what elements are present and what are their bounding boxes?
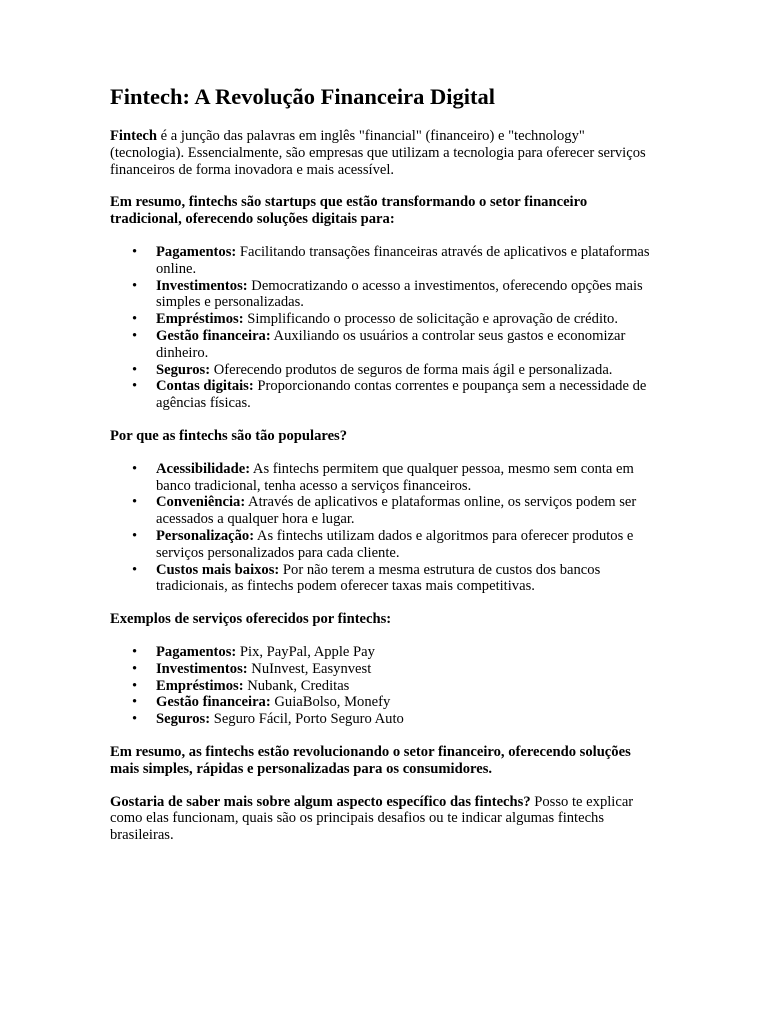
closing-paragraph: [110, 794, 662, 844]
list-item: [132, 694, 662, 711]
list-item: [132, 660, 662, 678]
bullet-icon: •: [132, 677, 138, 694]
bullet-icon: •: [132, 361, 138, 378]
examples-list: [110, 644, 662, 728]
reasons-list: [110, 461, 662, 595]
list-item-text: Nubank, Creditas: [243, 677, 350, 694]
list-item-label: Pagamentos:: [156, 643, 237, 660]
list-item-text: Por não terem a mesma estrutura de custos dos bancos tradicionais, as fintechs podem oferecer taxas mais competitivas.: [156, 561, 601, 595]
list-item-text: Democratizando o acesso a investimentos, oferecendo opções mais simples e personalizadas.: [156, 277, 643, 311]
list-item-text: NuInvest, Easynvest: [247, 660, 372, 677]
list-item-text: Seguro Fácil, Porto Seguro Auto: [210, 711, 404, 728]
list-item: [132, 378, 662, 412]
bullet-icon: •: [132, 527, 138, 544]
list-item-label: Custos mais baixos:: [156, 561, 280, 578]
document-page: [110, 84, 662, 860]
list-item: [132, 460, 662, 495]
list-item-label: Pagamentos:: [156, 243, 237, 260]
list-item-text: Auxiliando os usuários a controlar seus gastos e economizar dinheiro.: [156, 327, 626, 361]
intro-text: é a junção das palavras em inglês "financial" (financeiro) e "technology" (tecnologia). Essencialmente, são empresas que utilizam a tecnologia para oferecer serviços financeiros de forma inovadora e mais acessível.: [110, 128, 646, 178]
examples-heading: Exemplos de serviços oferecidos por fintechs:: [110, 611, 392, 628]
bullet-icon: •: [132, 561, 138, 578]
summary-heading: Em resumo, fintechs são startups que estão transformando o setor financeiro tradicional, oferecendo soluções digitais para:: [110, 194, 588, 228]
bullet-icon: •: [132, 660, 138, 677]
list-item-label: Gestão financeira:: [156, 327, 271, 344]
list-item-label: Acessibilidade:: [156, 460, 251, 477]
bullet-icon: •: [132, 243, 138, 260]
bullet-icon: •: [132, 711, 138, 728]
list-item-label: Seguros:: [156, 361, 211, 378]
list-item: [132, 277, 662, 312]
list-item-text: Através de aplicativos e plataformas online, os serviços podem ser acessados a qualquer hora e lugar.: [156, 494, 637, 528]
bullet-icon: •: [132, 643, 138, 660]
list-item: [132, 243, 662, 278]
list-item-text: Proporcionando contas correntes e poupança sem a necessidade de agências físicas.: [156, 378, 647, 412]
list-item: [132, 527, 662, 562]
list-item: [132, 361, 662, 379]
bullet-icon: •: [132, 311, 138, 328]
list-item: [132, 711, 662, 728]
conclusion-paragraph: Em resumo, as fintechs estão revolucionando o setor financeiro, oferecendo soluções mais simples, rápidas e personalizadas para os consumidores.: [110, 743, 631, 777]
intro-term: Fintech: [110, 128, 158, 144]
solutions-list: [110, 244, 662, 412]
popular-heading: Por que as fintechs são tão populares?: [110, 427, 348, 444]
list-item: [132, 327, 662, 362]
list-item-text: As fintechs utilizam dados e algoritmos para oferecer produtos e serviços personalizados para cada cliente.: [156, 527, 634, 561]
bullet-icon: •: [132, 460, 138, 477]
list-item-label: Conveniência:: [156, 494, 246, 511]
list-item-text: Simplificando o processo de solicitação e aprovação de crédito.: [243, 311, 618, 328]
bullet-icon: •: [132, 494, 138, 511]
list-item: [132, 643, 662, 661]
list-item-text: GuiaBolso, Monefy: [270, 694, 391, 711]
list-item-text: Oferecendo produtos de seguros de forma mais ágil e personalizada.: [210, 361, 613, 378]
list-item-text: Pix, PayPal, Apple Pay: [236, 643, 375, 660]
bullet-icon: •: [132, 694, 138, 711]
list-item-label: Investimentos:: [156, 660, 248, 677]
intro-paragraph: [110, 128, 662, 178]
list-item-label: Contas digitais:: [156, 378, 254, 395]
list-item-label: Empréstimos:: [156, 311, 244, 328]
list-item: [132, 311, 662, 328]
list-item: [132, 561, 662, 596]
bullet-icon: •: [132, 277, 138, 294]
list-item: [132, 494, 662, 528]
list-item-text: As fintechs permitem que qualquer pessoa, mesmo sem conta em banco tradicional, tenha acesso a serviços financeiros.: [156, 460, 634, 494]
page-title: Fintech: A Revolução Financeira Digital: [110, 84, 495, 109]
list-item-label: Investimentos:: [156, 277, 248, 294]
closing-question: Gostaria de saber mais sobre algum aspecto específico das fintechs?: [110, 793, 531, 810]
list-item-label: Personalização:: [156, 527, 255, 544]
list-item-text: Facilitando transações financeiras através de aplicativos e plataformas online.: [156, 243, 650, 277]
list-item: [132, 677, 662, 695]
closing-text: Posso te explicar como elas funcionam, quais são os principais desafios ou te indicar algumas fintechs brasileiras.: [110, 793, 634, 844]
bullet-icon: •: [132, 378, 138, 395]
list-item-label: Seguros:: [156, 711, 211, 728]
bullet-icon: •: [132, 327, 138, 344]
list-item-label: Gestão financeira:: [156, 694, 271, 711]
list-item-label: Empréstimos:: [156, 677, 244, 694]
